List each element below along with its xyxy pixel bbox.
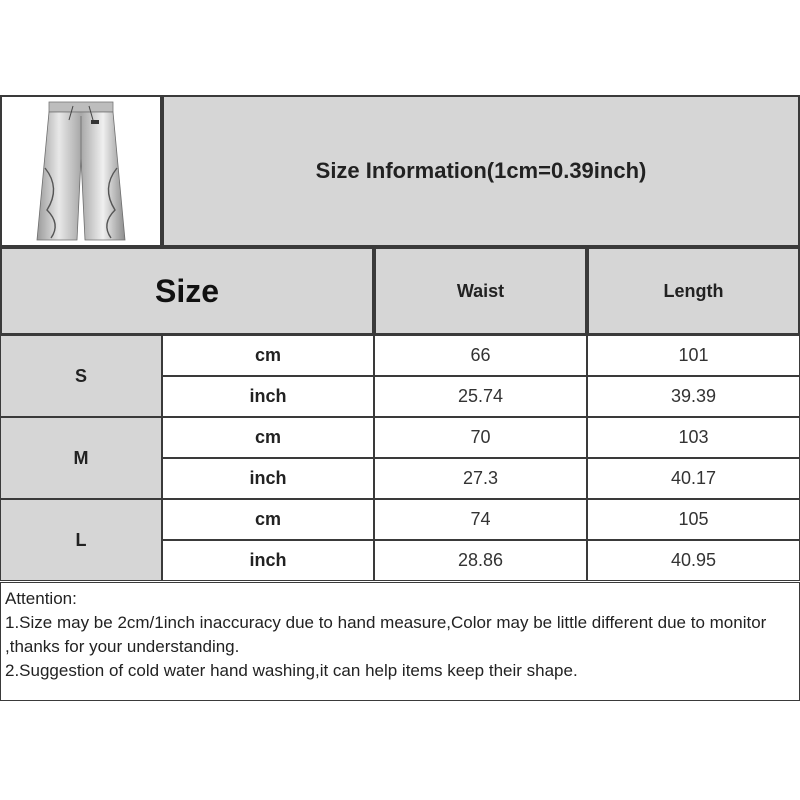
unit-label: cm <box>254 345 281 365</box>
unit-cell <box>162 417 374 458</box>
attention-heading: Attention: <box>5 589 77 608</box>
table-cell <box>587 540 800 581</box>
table-cell <box>374 540 587 581</box>
size-header: Size <box>154 272 220 309</box>
waist-value: 66 <box>470 345 491 365</box>
table-cell <box>374 417 587 458</box>
unit-cell <box>162 376 374 417</box>
product-photo <box>0 95 162 247</box>
table-cell <box>587 499 800 540</box>
length-header-cell <box>587 247 800 335</box>
unit-cell <box>162 499 374 540</box>
page-title: Size Information(1cm=0.39inch) <box>315 158 647 183</box>
waist-header: Waist <box>456 280 505 301</box>
attention-note: 1.Size may be 2cm/1inch inaccuracy due to hand measure,Color may be little different due to monitor ,thanks for your understanding. <box>5 613 767 656</box>
length-value: 40.17 <box>670 468 717 488</box>
table-cell <box>587 335 800 376</box>
title-cell <box>162 95 800 247</box>
table-cell <box>587 417 800 458</box>
length-header: Length <box>663 280 724 301</box>
length-value: 40.95 <box>670 550 717 570</box>
table-cell <box>374 335 587 376</box>
unit-cell <box>162 458 374 499</box>
unit-label: inch <box>249 468 287 488</box>
unit-label: cm <box>254 427 281 447</box>
size-s-cell <box>0 335 162 417</box>
waist-value: 70 <box>470 427 491 447</box>
waist-value: 25.74 <box>457 386 504 406</box>
table-cell <box>587 376 800 417</box>
length-value: 39.39 <box>670 386 717 406</box>
unit-cell <box>162 540 374 581</box>
attention-notes <box>0 582 800 701</box>
table-cell <box>587 458 800 499</box>
unit-label: cm <box>254 509 281 529</box>
size-l-cell <box>0 499 162 581</box>
length-value: 103 <box>678 427 709 447</box>
unit-cell <box>162 335 374 376</box>
attention-note: 2.Suggestion of cold water hand washing,it can help items keep their shape. <box>5 661 578 680</box>
waist-header-cell <box>374 247 587 335</box>
size-label: M <box>73 447 89 468</box>
waist-value: 74 <box>470 509 491 529</box>
size-header-cell <box>0 247 374 335</box>
size-chart <box>0 95 800 701</box>
length-value: 101 <box>678 345 709 365</box>
waist-value: 28.86 <box>457 550 504 570</box>
wide-leg-pants-image <box>21 98 141 244</box>
table-cell <box>374 458 587 499</box>
size-m-cell <box>0 417 162 499</box>
length-value: 105 <box>678 509 709 529</box>
waist-value: 27.3 <box>462 468 499 488</box>
size-label: S <box>74 365 87 386</box>
size-label: L <box>75 529 87 550</box>
table-cell <box>374 376 587 417</box>
table-cell <box>374 499 587 540</box>
unit-label: inch <box>249 550 287 570</box>
unit-label: inch <box>249 386 287 406</box>
